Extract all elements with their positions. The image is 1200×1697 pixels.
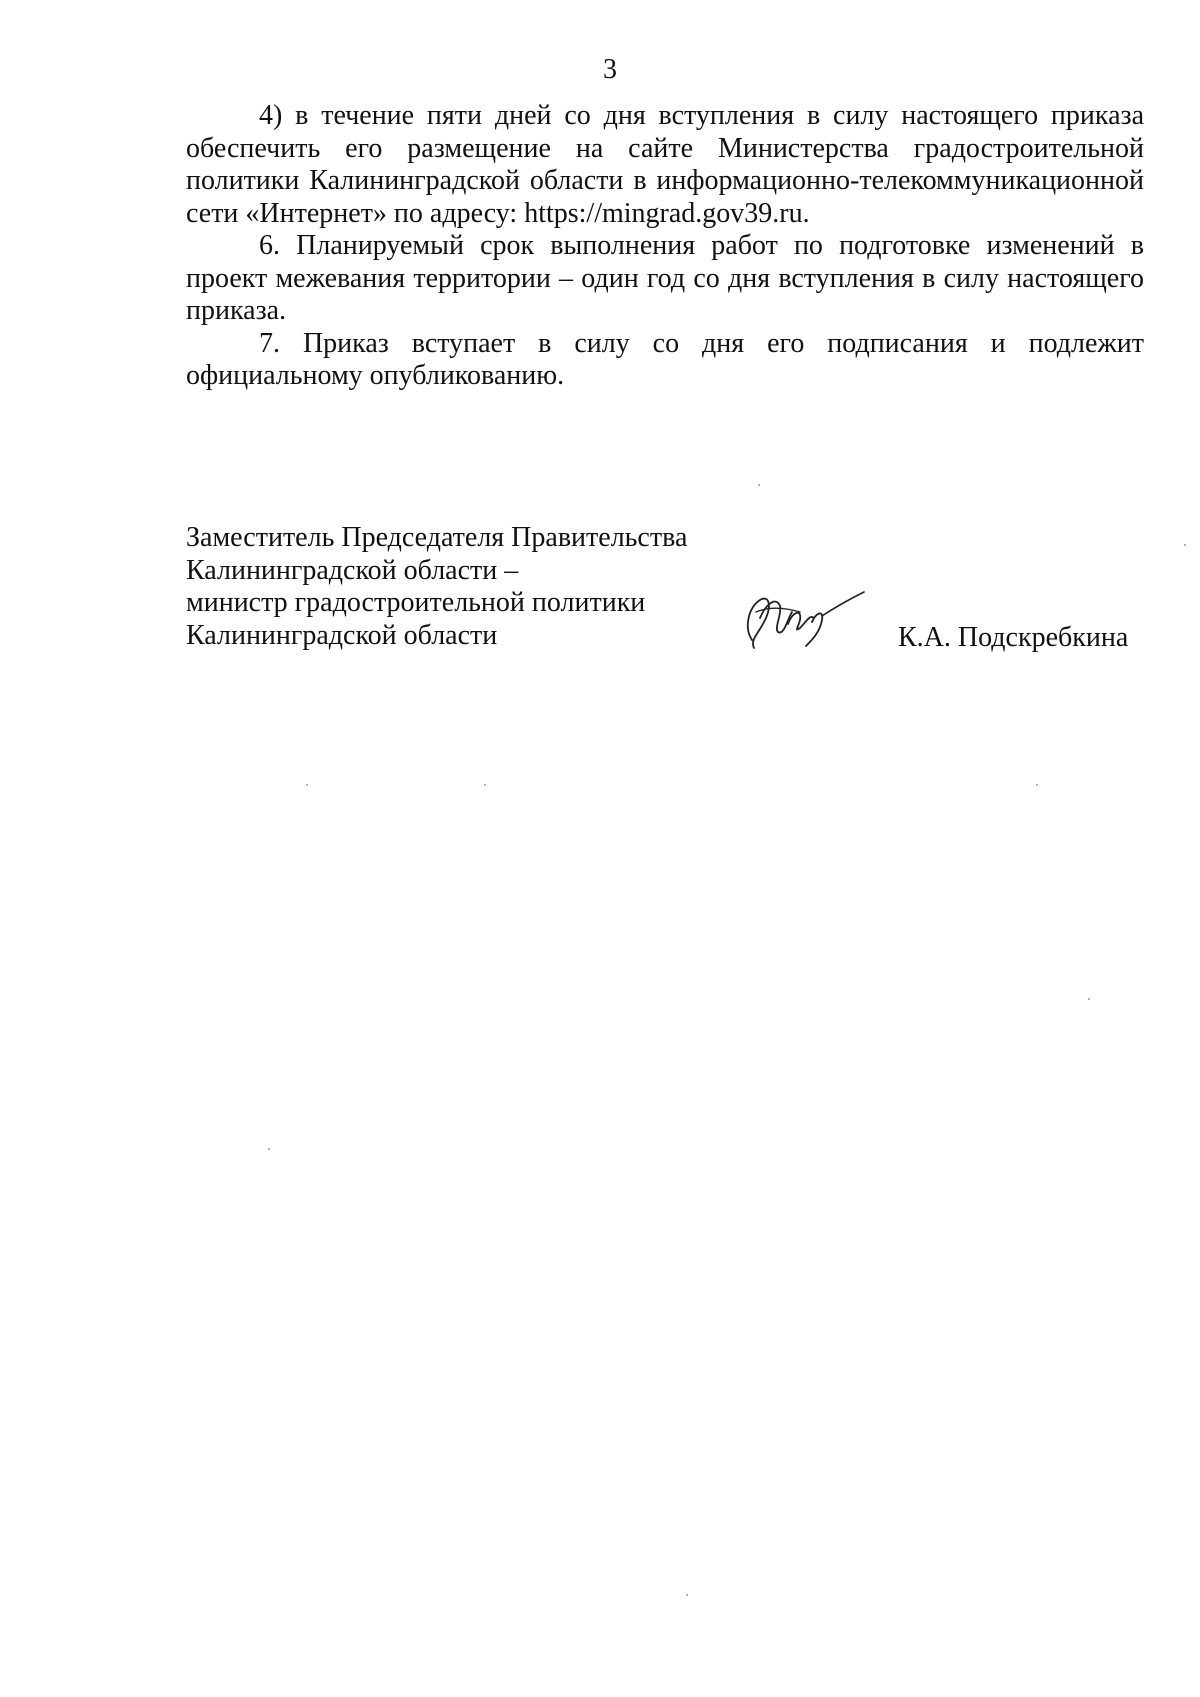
paragraph-item-6: 6. Планируемый срок выполнения работ по подготовке изменений в проект межевания территории – один год со дня вступления в силу настоящего приказа.: [186, 230, 1144, 326]
paragraph-item-7: 7. Приказ вступает в силу со дня его подписания и подлежит официальному опубликованию.: [186, 327, 1144, 391]
scan-speck: [1088, 998, 1090, 1000]
position-line: Заместитель Председателя Правительства: [186, 522, 688, 553]
position-line: министр градостроительной политики: [186, 587, 646, 618]
signatory-position: [186, 522, 786, 652]
paragraph-item-4: 4) в течение пяти дней со дня вступления в силу настоящего приказа обеспечить его размещение на сайте Министерства градостроительной политики Калининградской области в информационно-телекоммуникационной сети «Интернет» по адресу: https://mingrad.gov39.ru.: [186, 100, 1144, 229]
page-number: 3: [603, 54, 617, 85]
scan-speck: [306, 784, 308, 786]
scan-speck: [1184, 544, 1186, 546]
scan-speck: [268, 1148, 270, 1150]
scan-speck: [484, 784, 486, 786]
position-line: Калининградской области –: [186, 554, 519, 586]
position-line: Калининградской области: [186, 619, 498, 651]
document-body: [186, 100, 1144, 393]
signer-name: К.А. Подскребкина: [898, 622, 1129, 653]
scan-speck: [1036, 784, 1038, 786]
scan-speck: [686, 1594, 688, 1596]
scan-speck: [758, 484, 760, 486]
handwritten-signature: [730, 578, 870, 658]
